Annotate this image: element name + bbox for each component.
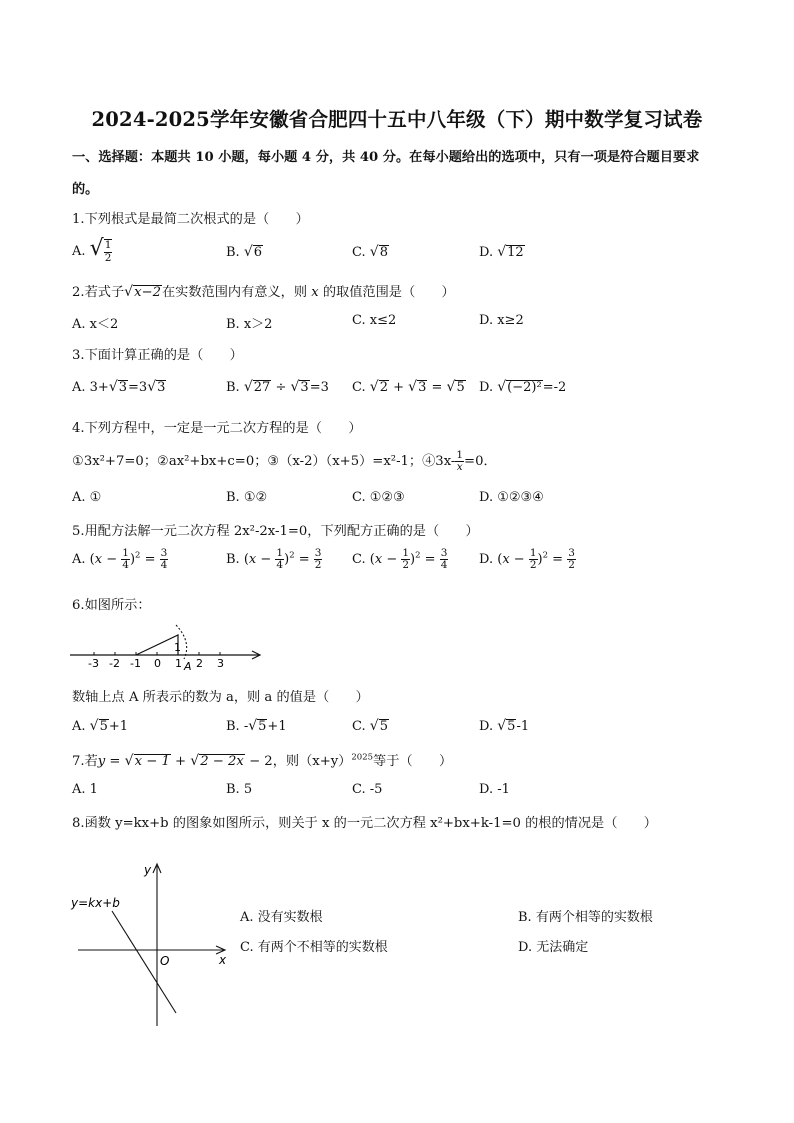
q3-option-c: C. √2 + √3 = √5 xyxy=(352,379,465,395)
axis-tick-label: 1 xyxy=(175,657,182,670)
q7-option-d: D. -1 xyxy=(479,782,510,797)
q8-option-b: B. 有两个相等的实数根 xyxy=(518,910,653,925)
q3-stem: 3.下面计算正确的是（ ） xyxy=(72,348,243,363)
q1-option-d: D. √12 xyxy=(479,244,524,260)
q8-option-d: D. 无法确定 xyxy=(518,940,589,955)
q6-option-c: C. √5 xyxy=(352,718,388,734)
q1-option-c: C. √8 xyxy=(352,244,388,260)
origin-label: O xyxy=(160,954,170,968)
axis-tick-label: 0 xyxy=(154,657,161,670)
q4-option-d: D. ①②③④ xyxy=(479,490,544,505)
q6-option-d: D. √5-1 xyxy=(479,718,530,734)
axis-tick-label: -2 xyxy=(109,657,120,670)
axis-tick-label: 2 xyxy=(196,657,203,670)
q1-stem: 1.下列根式是最简二次根式的是（ ） xyxy=(72,212,309,227)
point-a-label: A xyxy=(184,660,192,673)
triangle-height-label: 1 xyxy=(174,641,181,654)
number-line-figure xyxy=(66,618,266,674)
section-header-line2: 的。 xyxy=(72,182,99,197)
q7-option-b: B. 5 xyxy=(226,782,253,797)
q8-option-a: A. 没有实数根 xyxy=(240,910,323,925)
section-header-line1: 一、选择题：本题共 10 小题，每小题 4 分，共 40 分。在每小题给出的选项中，只有一项是符合题目要求 xyxy=(72,150,700,165)
q5-stem: 5.用配方法解一元二次方程 2x²-2x-1=0，下列配方正确的是（ ） xyxy=(72,524,479,539)
q8-option-c: C. 有两个不相等的实数根 xyxy=(240,940,388,955)
q1-option-b: B. √6 xyxy=(226,244,263,260)
q6-option-b: B. -√5+1 xyxy=(226,718,287,734)
q3-option-a: A. 3+√3=3√3 xyxy=(72,379,166,395)
linear-function-graph xyxy=(68,858,238,1030)
q5-option-b: B. (x − $\frac{1}{4}$ )$^2$ = $\frac{3}{2}$ xyxy=(226,547,322,572)
q6-follow: 数轴上点 A 所表示的数为 a，则 a 的值是（ ） xyxy=(72,690,369,705)
line-equation-label: y=kx+b xyxy=(71,896,120,910)
axis-tick-label: 3 xyxy=(217,657,224,670)
q5-option-d: D. (x − $\frac{1}{2}$ )$^2$ = $\frac{3}{2}$ xyxy=(479,547,575,572)
q7-option-a: A. 1 xyxy=(72,782,98,797)
q4-option-a: A. ① xyxy=(72,490,102,505)
q5-option-a: A. (x − $\frac{1}{4}$ )$^2$ = $\frac{3}{4}$ xyxy=(72,547,168,572)
q2-option-d: D. x≥2 xyxy=(479,313,524,328)
q8-stem: 8.函数 y=kx+b 的图象如图所示，则关于 x 的一元二次方程 x²+bx+k-1=0 的根的情况是（ ） xyxy=(72,816,657,831)
q4-option-c: C. ①②③ xyxy=(352,490,405,505)
q5-option-c: C. (x − $\frac{1}{2}$ )$^2$ = $\frac{3}{4}$ xyxy=(352,547,448,572)
axis-tick-label: -3 xyxy=(88,657,99,670)
q4-stem: 4.下列方程中，一定是一元二次方程的是（ ） xyxy=(72,421,362,436)
y-axis-label: y xyxy=(144,863,152,877)
q7-stem: 7.若y = √x − 1 + √2 − 2x − 2，则$(x+y)^{2025}$等于（ ） xyxy=(72,752,453,769)
q6-option-a: A. √5+1 xyxy=(72,718,129,734)
q4-equations: ①3x²+7=0；②ax²+bx+c=0；③（x-2）（x+5）=x²-1；④3x- $\frac{1}{x}$ =0． xyxy=(72,449,497,474)
q2-option-c: C. x≤2 xyxy=(352,313,397,328)
q1-option-a: A. √ $\frac{1}{2}$ xyxy=(72,236,112,264)
page-title: 2024-2025学年安徽省合肥四十五中八年级（下）期中数学复习试卷 xyxy=(91,108,703,131)
q2-option-b: B. x＞2 xyxy=(226,317,273,332)
q7-option-c: C. -5 xyxy=(352,782,383,797)
q3-option-d: D. √(−2)²=-2 xyxy=(479,379,567,395)
q6-stem: 6.如图所示： xyxy=(72,598,151,613)
x-axis-label: x xyxy=(219,953,227,967)
axis-tick-label: -1 xyxy=(130,657,141,670)
q2-stem: 2.若式子√x−2在实数范围内有意义，则 x 的取值范围是（ ） xyxy=(72,284,455,300)
q4-option-b: B. ①② xyxy=(226,490,268,505)
q2-option-a: A. x＜2 xyxy=(72,317,119,332)
q3-option-b: B. √27 ÷ √3=3 xyxy=(226,379,329,395)
